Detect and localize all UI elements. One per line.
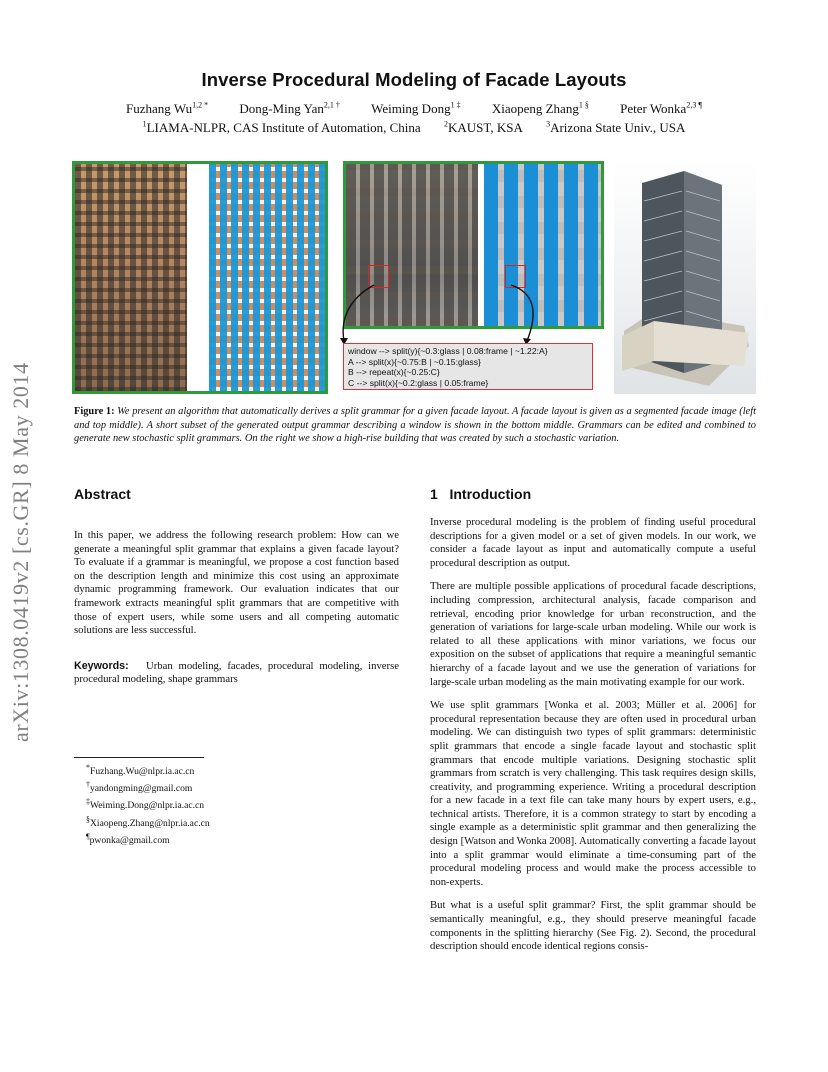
- abstract-body: [74, 529, 399, 697]
- author-list: [0, 101, 828, 117]
- author: Peter Wonka$^{2,3 \P}$: [620, 101, 702, 117]
- grammar-line: window --> split(y){~0.3:glass | 0.08:frame | ~1.22:A}: [348, 346, 548, 356]
- footnote-rule: [74, 757, 204, 758]
- intro-body: [430, 516, 756, 964]
- author: Fuzhang $Wu^{1,2 *}$: [126, 101, 209, 117]
- grammar-line: B --> repeat(x){~0.25:C}: [348, 367, 440, 378]
- highrise-building: [614, 161, 756, 394]
- paper-title: Inverse Procedural Modeling of Facade Layouts: [201, 69, 627, 90]
- footnote: ‡Weiming.Dong@nlpr.ia.ac.cn: [86, 797, 205, 812]
- facade-input-panel: [72, 161, 328, 394]
- grammar-line: A --> split(x){~0.75:B | ~0.15:glass}: [348, 356, 481, 367]
- footnote: §Xiaopeng.Zhang@nlpr.ia.ac.cn: [86, 814, 210, 829]
- affiliation-list: [0, 120, 828, 136]
- arxiv-stamp: arXiv:1308.0419v2 [cs.GR] 8 May 2014: [8, 362, 33, 742]
- pointer-arrows: [330, 283, 610, 348]
- caption-label: Figure 1:: [74, 406, 115, 417]
- caption-text: We present an algorithm that automatically derives a split grammar for a given facade layout. A facade layout is given as a segmented facade image (left and top middle). A short subset of the generated output grammar describing a window is shown in the bottom middle. Grammars can be edited and combined to generate new stochastic split grammars. On the right we show a high-rise building that was created by such a stochastic variation.: [74, 406, 756, 445]
- author: Weiming Dong$^{1 \ddagger}$: [371, 101, 461, 117]
- keywords-label: Keywords:: [74, 659, 129, 672]
- section-title: Introduction: [449, 486, 532, 502]
- author: Dong-Ming Yan$^{2,1 \dagger}$: [239, 101, 340, 117]
- affiliation: $^2$KAUST, KSA: [443, 120, 523, 136]
- intro-paragraph: We use split grammars [Wonka et al. 2003; Müller et al. 2006] for procedural representation because they are often used in procedural urban modeling. We can distinguish two types of split grammars: deterministic split grammars that encode a single facade layout and stochastic split grammars that encode multiple variations. Designing stochastic split grammars from scratch is very challenging. This task requires design skills, creativity, and programming experience. Writing a procedural description for a new facade in a text file can take many hours by expert users, e.g., technical artists. Therefore, it is a common strategy to start by encoding a single example as a deterministic split grammar and then generalizing the design [Watson and Wonka 2008]. Automatically converting a facade layout into a split grammar would eliminate a time-consuming part of the procedural modeling process and would make the process accessible to non-experts.: [430, 699, 756, 888]
- abstract-heading: Abstract: [74, 486, 131, 502]
- affiliation: $^3$Arizona State Univ., USA: [546, 120, 686, 136]
- footnote: †yandongming@gmail.com: [86, 780, 193, 795]
- section-number: 1: [430, 486, 438, 502]
- affiliation: $^1$LIAMA-NLPR, CAS Institute of Automation, China: [142, 120, 421, 136]
- highrise-render: [614, 161, 756, 394]
- intro-paragraph: There are multiple possible applications of procedural facade descriptions, including compression, architectural analysis, facade comparison and retrieval, encoding prior knowledge for urban reconstruction, and the generation of variations for large-scale urban modeling. While our work is related to all these applications with minor variations, we focus our exposition on the subset of applications that require a meaningful semantic hierarchy of a facade layout and we use the generation of variations for large-scale urban modeling as the main motivating example for our work.: [430, 580, 756, 688]
- keywords: [74, 660, 399, 687]
- intro-heading: [430, 486, 531, 502]
- footnotes: [86, 761, 386, 847]
- intro-paragraph: But what is a useful split grammar? First, the split grammar should be semantically meaningful, e.g., they should preserve meaningful facade components in the splitting hierarchy (See Fig. 2). Second, the procedural description should encode identical regions consis-: [430, 899, 756, 953]
- footnote: *Fuzhang.Wu@nlpr.ia.ac.cn: [86, 763, 195, 778]
- intro-paragraph: Inverse procedural modeling is the problem of finding useful procedural descriptions for a given model or a set of given models. In our work, we consider a facade layout as input and automatically compute a useful procedural description as output.: [430, 516, 756, 569]
- abstract-text: In this paper, we address the following research problem: How can we generate a meaningful split grammar that explains a given facade layout? To evaluate if a grammar is meaningful, we propose a cost function based on the description length and minimize this cost using an approximate dynamic programming framework. Our evaluation indicates that our framework extracts meaningful split grammars that are competitive with those of expert users, while some users and all competing automatic solutions are less successful.: [74, 529, 399, 637]
- facade-photo: [75, 164, 187, 391]
- figure-caption: [74, 405, 756, 446]
- grammar-line: C --> split(x){~0.2:glass | 0.05:frame}: [348, 377, 489, 388]
- grammar-snippet: [343, 343, 593, 390]
- keywords-text: Urban modeling, facades, procedural modeling, inverse procedural modeling, shape grammars: [74, 659, 400, 686]
- footnote: ¶pwonka@gmail.com: [86, 831, 170, 846]
- author: Xiaopeng Zhang$^{1 \S}$: [491, 101, 589, 117]
- facade-segmentation: [209, 164, 325, 391]
